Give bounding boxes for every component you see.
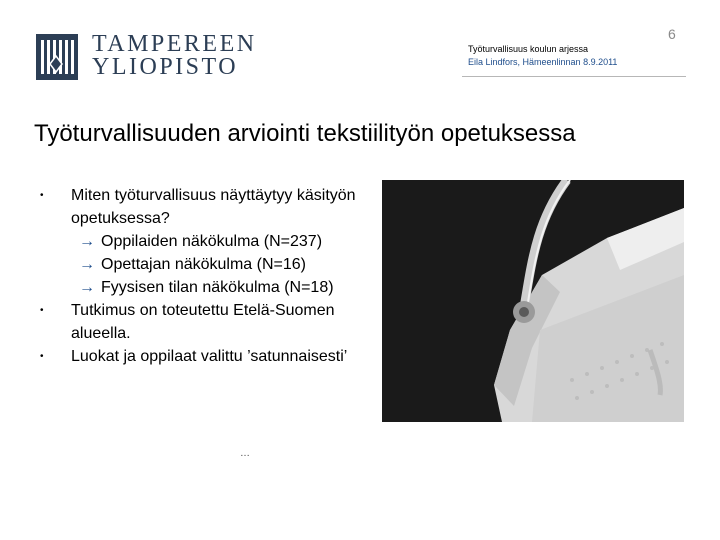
bullet-item (40, 345, 360, 368)
page-number: 6 (668, 26, 676, 42)
sub-item-text: Opettajan näkökulma (N=16) (101, 256, 306, 273)
bullet-text: Miten työturvallisuus näyttäytyy käsityön opetuksessa? (71, 187, 356, 227)
sub-item (71, 230, 360, 253)
header-info (468, 43, 617, 69)
university-emblem-icon (36, 34, 78, 80)
bullet-list (40, 184, 360, 368)
sub-item-text: Fyysisen tilan näkökulma (N=18) (101, 279, 334, 296)
header-topic: Työturvallisuus koulun arjessa (468, 44, 589, 54)
sub-item-text: Oppilaiden näkökulma (N=237) (101, 233, 323, 250)
bullet-text: Tutkimus on toteutettu Etelä-Suomen alueella. (71, 302, 335, 342)
logo-text-line2: YLIOPISTO (92, 54, 239, 80)
header-author-date: Eila Lindfors, Hämeenlinnan 8.9.2011 (468, 57, 618, 67)
arrow-icon: → (79, 233, 95, 250)
bullet-marker: • (40, 190, 44, 201)
sub-item (71, 253, 360, 276)
arrow-icon: → (79, 256, 95, 273)
ellipsis-mark: … (240, 448, 250, 459)
bullet-marker: • (40, 305, 44, 316)
bullet-marker: • (40, 351, 44, 362)
bullet-item (40, 184, 360, 230)
bullet-text: Luokat ja oppilaat valittu ’satunnaisesti’ (71, 348, 348, 365)
sub-item (71, 276, 360, 299)
header-divider (462, 76, 686, 77)
arrow-icon: → (79, 279, 95, 296)
logo-text-line1: TAMPEREEN (92, 31, 257, 57)
slide-title: Työturvallisuuden arviointi tekstiilityön opetuksessa (34, 120, 576, 147)
university-logo (36, 31, 266, 80)
equipment-photo (382, 180, 684, 422)
bullet-item (40, 299, 360, 345)
